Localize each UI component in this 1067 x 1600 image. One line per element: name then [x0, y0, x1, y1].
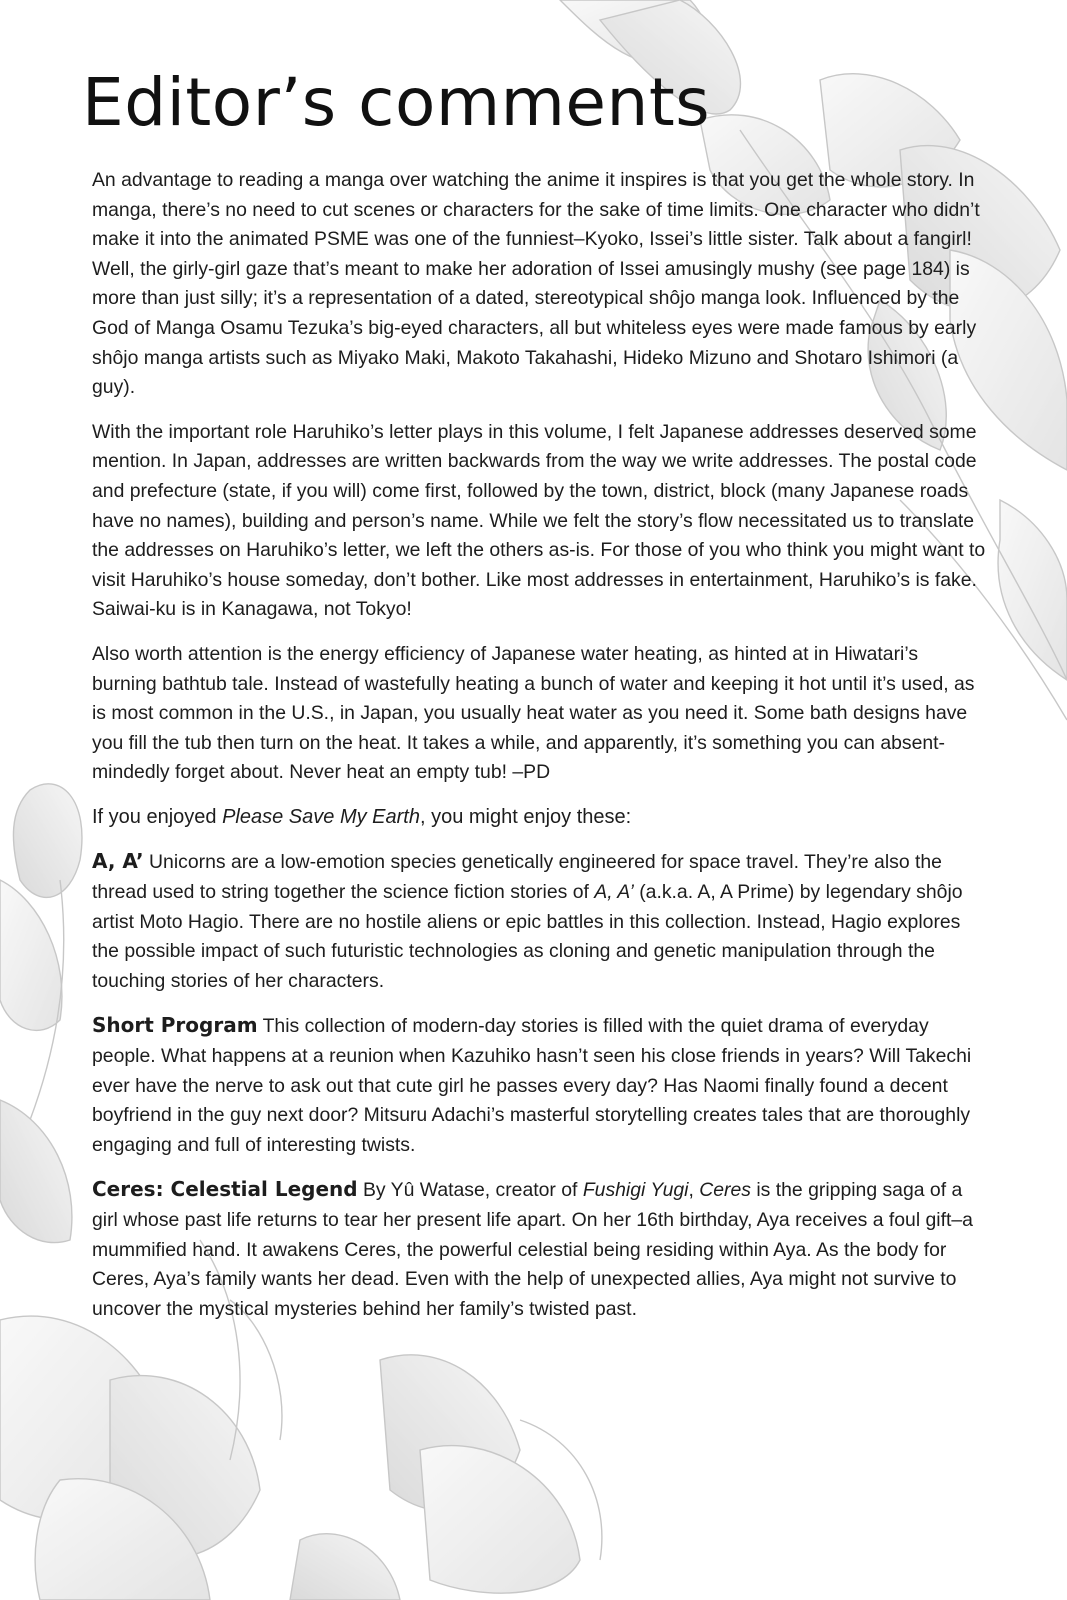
comments-body — [92, 166, 988, 1339]
recommendation-text: is the gripping saga of a girl whose past life returns to tear her present life apart. On her 16th birthday, Aya receives a foul gift–a mummified hand. It awakens Ceres, the powerful celestial being residing within Aya. As the body for Ceres, Aya’s family wants her dead. Even with the help of unexpected allies, Aya might not survive to uncover the mystical mysteries behind her family’s twisted past. — [92, 1179, 973, 1320]
recommendation-item — [92, 1011, 988, 1160]
recommendation-item — [92, 847, 988, 996]
recommendation-text: (a.k.a. A, A Prime) by legendary shôjo artist Moto Hagio. There are no hostile aliens or epic battles in this collection. Instead, Hagio explores the possible impact of such futuristic technologies as cloning and genetic manipulation through the touching stories of her characters. — [92, 881, 963, 992]
recommendation-text: This collection of modern-day stories is filled with the quiet drama of everyday people. What happens at a reunion when Kazuhiko hasn’t seen his close friends in years? Will Takechi ever have the nerve to ask out that cute girl he passes every day? Has Naomi finally found a decent boyfriend in the guy next door? Mitsuru Adachi’s masterful storytelling creates tales that are thoroughly engaging and full of interesting twists. — [92, 1015, 972, 1156]
recommendation-emphasis: A, A’ — [594, 881, 634, 904]
recommendation-item — [92, 1175, 988, 1324]
recommendations-lead-in — [92, 803, 988, 833]
recommendation-text: Unicorns are a low-emotion species genetically engineered for space travel. They’re also the thread used to string together the science fiction stories of — [92, 851, 942, 904]
lead-in-after: , you might enjoy these: — [419, 805, 632, 828]
recommendation-emphasis: Ceres — [699, 1179, 751, 1202]
comment-paragraph-2: With the important role Haruhiko’s letter plays in this volume, I felt Japanese addresses deserved some mention. In Japan, addresses are written backwards from the way we write addresses. The postal code and prefecture (state, if you will) come first, followed by the town, district, block (many Japanese roads have no names), building and person’s name. While we felt the story’s flow necessitated us to translate the addresses on Haruhiko’s letter, we left the others as-is. For those of you who think you might want to visit Haruhiko’s house someday, don’t bother. Like most addresses in entertainment, Haruhiko’s is fake. Saiwai-ku is in Kanagawa, not Tokyo! — [92, 420, 986, 621]
recommendations-list — [92, 847, 988, 1324]
comment-paragraph-3: Also worth attention is the energy efficiency of Japanese water heating, as hinted at in Hiwatari’s burning bathtub tale. Instead of wastefully heating a bunch of water and keeping it hot until it’s used, as is most common in the U.S., in Japan, you usually heat water as you need it. Some bath designs have you fill the tub then turn on the heat. It takes a while, and apparently, it’s something you can absent-mindedly forget about. Never heat an empty tub! –PD — [92, 642, 975, 784]
recommendation-text: , — [688, 1179, 700, 1202]
lead-in-before: If you enjoyed — [92, 805, 223, 828]
comment-paragraph-1: An advantage to reading a manga over watching the anime it inspires is that you get the whole story. In manga, there’s no need to cut scenes or characters for the sake of time limits. One character who didn’t make it into the animated PSME was one of the funniest–Kyoko, Issei’s little sister. Talk about a fangirl! Well, the girly-girl gaze that’s meant to make her adoration of Issei amusingly mushy (see page 184) is more than just silly; it’s a representation of a dated, stereotypical shôjo manga look. Influenced by the God of Manga Osamu Tezuka’s big-eyed characters, all but whiteless eyes were made famous by early shôjo manga artists such as Miyako Maki, Makoto Takahashi, Hideko Mizuno and Shotaro Ishimori (a guy). — [92, 169, 980, 399]
page-title: Editor’s comments — [82, 64, 711, 141]
lead-in-title: Please Save My Earth — [222, 805, 420, 828]
recommendation-emphasis: Fushigi Yugi — [582, 1179, 689, 1202]
recommendation-title: A, A’ — [92, 849, 144, 874]
recommendation-text: By Yû Watase, creator of — [357, 1179, 583, 1202]
recommendation-title: Ceres: Celestial Legend — [92, 1177, 358, 1202]
recommendation-title: Short Program — [92, 1013, 258, 1038]
